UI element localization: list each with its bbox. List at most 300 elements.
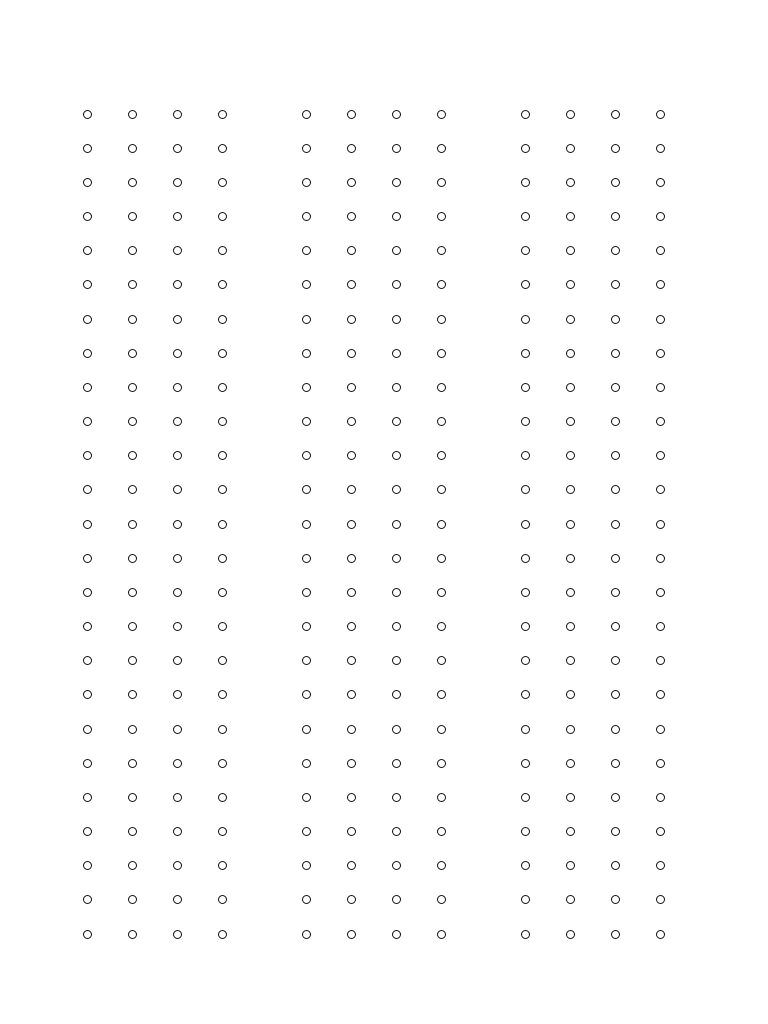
answer-bubble[interactable] — [392, 451, 401, 460]
answer-bubble[interactable] — [128, 315, 137, 324]
answer-bubble[interactable] — [347, 246, 356, 255]
answer-bubble[interactable] — [656, 144, 665, 153]
answer-bubble[interactable] — [521, 315, 530, 324]
answer-bubble[interactable] — [347, 212, 356, 221]
answer-bubble[interactable] — [521, 588, 530, 597]
answer-bubble[interactable] — [521, 930, 530, 939]
answer-bubble[interactable] — [566, 861, 575, 870]
answer-bubble[interactable] — [566, 110, 575, 119]
answer-bubble[interactable] — [392, 690, 401, 699]
answer-bubble[interactable] — [437, 930, 446, 939]
answer-bubble[interactable] — [437, 827, 446, 836]
answer-bubble[interactable] — [656, 622, 665, 631]
answer-bubble[interactable] — [347, 178, 356, 187]
answer-bubble[interactable] — [83, 144, 92, 153]
answer-bubble[interactable] — [437, 861, 446, 870]
answer-bubble[interactable] — [347, 417, 356, 426]
answer-bubble[interactable] — [656, 417, 665, 426]
answer-bubble[interactable] — [392, 212, 401, 221]
answer-bubble[interactable] — [173, 280, 182, 289]
answer-bubble[interactable] — [83, 451, 92, 460]
answer-bubble[interactable] — [566, 520, 575, 529]
answer-bubble[interactable] — [392, 554, 401, 563]
answer-bubble[interactable] — [611, 212, 620, 221]
answer-bubble[interactable] — [611, 451, 620, 460]
answer-bubble[interactable] — [611, 178, 620, 187]
answer-bubble[interactable] — [392, 178, 401, 187]
answer-bubble[interactable] — [128, 895, 137, 904]
answer-bubble[interactable] — [218, 485, 227, 494]
answer-bubble[interactable] — [218, 280, 227, 289]
answer-bubble[interactable] — [218, 451, 227, 460]
answer-bubble[interactable] — [437, 315, 446, 324]
answer-bubble[interactable] — [302, 895, 311, 904]
answer-bubble[interactable] — [611, 417, 620, 426]
answer-bubble[interactable] — [437, 417, 446, 426]
answer-bubble[interactable] — [128, 554, 137, 563]
answer-bubble[interactable] — [656, 485, 665, 494]
answer-bubble[interactable] — [521, 827, 530, 836]
answer-bubble[interactable] — [656, 315, 665, 324]
answer-bubble[interactable] — [566, 622, 575, 631]
answer-bubble[interactable] — [656, 759, 665, 768]
answer-bubble[interactable] — [173, 315, 182, 324]
answer-bubble[interactable] — [437, 725, 446, 734]
answer-bubble[interactable] — [128, 178, 137, 187]
answer-bubble[interactable] — [83, 315, 92, 324]
answer-bubble[interactable] — [656, 246, 665, 255]
answer-bubble[interactable] — [521, 349, 530, 358]
answer-bubble[interactable] — [437, 895, 446, 904]
answer-bubble[interactable] — [302, 861, 311, 870]
answer-bubble[interactable] — [128, 110, 137, 119]
answer-bubble[interactable] — [83, 622, 92, 631]
answer-bubble[interactable] — [347, 383, 356, 392]
answer-bubble[interactable] — [218, 895, 227, 904]
answer-bubble[interactable] — [83, 656, 92, 665]
answer-bubble[interactable] — [521, 451, 530, 460]
answer-bubble[interactable] — [566, 554, 575, 563]
answer-bubble[interactable] — [566, 349, 575, 358]
answer-bubble[interactable] — [347, 144, 356, 153]
answer-bubble[interactable] — [83, 827, 92, 836]
answer-bubble[interactable] — [302, 349, 311, 358]
answer-bubble[interactable] — [302, 246, 311, 255]
answer-bubble[interactable] — [83, 759, 92, 768]
answer-bubble[interactable] — [392, 827, 401, 836]
answer-bubble[interactable] — [218, 588, 227, 597]
answer-bubble[interactable] — [392, 725, 401, 734]
answer-bubble[interactable] — [128, 383, 137, 392]
answer-bubble[interactable] — [83, 895, 92, 904]
answer-bubble[interactable] — [302, 930, 311, 939]
answer-bubble[interactable] — [437, 178, 446, 187]
answer-bubble[interactable] — [521, 759, 530, 768]
answer-bubble[interactable] — [392, 383, 401, 392]
answer-bubble[interactable] — [392, 315, 401, 324]
answer-bubble[interactable] — [656, 349, 665, 358]
answer-bubble[interactable] — [302, 759, 311, 768]
answer-bubble[interactable] — [173, 793, 182, 802]
answer-bubble[interactable] — [656, 895, 665, 904]
answer-bubble[interactable] — [611, 110, 620, 119]
answer-bubble[interactable] — [521, 485, 530, 494]
answer-bubble[interactable] — [347, 485, 356, 494]
answer-bubble[interactable] — [392, 417, 401, 426]
answer-bubble[interactable] — [347, 520, 356, 529]
answer-bubble[interactable] — [218, 144, 227, 153]
answer-bubble[interactable] — [437, 588, 446, 597]
answer-bubble[interactable] — [656, 930, 665, 939]
answer-bubble[interactable] — [656, 280, 665, 289]
answer-bubble[interactable] — [302, 520, 311, 529]
answer-bubble[interactable] — [173, 520, 182, 529]
answer-bubble[interactable] — [173, 383, 182, 392]
answer-bubble[interactable] — [347, 656, 356, 665]
answer-bubble[interactable] — [83, 212, 92, 221]
answer-bubble[interactable] — [521, 417, 530, 426]
answer-bubble[interactable] — [173, 485, 182, 494]
answer-bubble[interactable] — [302, 212, 311, 221]
answer-bubble[interactable] — [302, 622, 311, 631]
answer-bubble[interactable] — [173, 178, 182, 187]
answer-bubble[interactable] — [437, 759, 446, 768]
answer-bubble[interactable] — [656, 451, 665, 460]
answer-bubble[interactable] — [566, 451, 575, 460]
answer-bubble[interactable] — [611, 656, 620, 665]
answer-bubble[interactable] — [128, 520, 137, 529]
answer-bubble[interactable] — [173, 656, 182, 665]
answer-bubble[interactable] — [521, 110, 530, 119]
answer-bubble[interactable] — [128, 725, 137, 734]
answer-bubble[interactable] — [521, 554, 530, 563]
answer-bubble[interactable] — [521, 793, 530, 802]
answer-bubble[interactable] — [437, 520, 446, 529]
answer-bubble[interactable] — [83, 246, 92, 255]
answer-bubble[interactable] — [521, 861, 530, 870]
answer-bubble[interactable] — [128, 861, 137, 870]
answer-bubble[interactable] — [83, 110, 92, 119]
answer-bubble[interactable] — [128, 212, 137, 221]
answer-bubble[interactable] — [566, 793, 575, 802]
answer-bubble[interactable] — [302, 554, 311, 563]
answer-bubble[interactable] — [611, 144, 620, 153]
answer-bubble[interactable] — [566, 246, 575, 255]
answer-bubble[interactable] — [173, 554, 182, 563]
answer-bubble[interactable] — [521, 280, 530, 289]
answer-bubble[interactable] — [173, 861, 182, 870]
answer-bubble[interactable] — [173, 622, 182, 631]
answer-bubble[interactable] — [521, 246, 530, 255]
answer-bubble[interactable] — [392, 588, 401, 597]
answer-bubble[interactable] — [392, 656, 401, 665]
answer-bubble[interactable] — [218, 759, 227, 768]
answer-bubble[interactable] — [83, 178, 92, 187]
answer-bubble[interactable] — [218, 246, 227, 255]
answer-bubble[interactable] — [173, 417, 182, 426]
answer-bubble[interactable] — [656, 110, 665, 119]
answer-bubble[interactable] — [521, 690, 530, 699]
answer-bubble[interactable] — [302, 110, 311, 119]
answer-bubble[interactable] — [347, 622, 356, 631]
answer-bubble[interactable] — [302, 588, 311, 597]
answer-bubble[interactable] — [656, 520, 665, 529]
answer-bubble[interactable] — [218, 725, 227, 734]
answer-bubble[interactable] — [566, 725, 575, 734]
answer-bubble[interactable] — [128, 144, 137, 153]
answer-bubble[interactable] — [128, 759, 137, 768]
answer-bubble[interactable] — [392, 622, 401, 631]
answer-bubble[interactable] — [437, 485, 446, 494]
answer-bubble[interactable] — [392, 520, 401, 529]
answer-bubble[interactable] — [392, 793, 401, 802]
answer-bubble[interactable] — [347, 690, 356, 699]
answer-bubble[interactable] — [347, 588, 356, 597]
answer-bubble[interactable] — [392, 349, 401, 358]
answer-bubble[interactable] — [302, 690, 311, 699]
answer-bubble[interactable] — [347, 895, 356, 904]
answer-bubble[interactable] — [218, 656, 227, 665]
answer-bubble[interactable] — [437, 280, 446, 289]
answer-bubble[interactable] — [173, 144, 182, 153]
answer-bubble[interactable] — [656, 212, 665, 221]
answer-bubble[interactable] — [521, 895, 530, 904]
answer-bubble[interactable] — [128, 793, 137, 802]
answer-bubble[interactable] — [392, 895, 401, 904]
answer-bubble[interactable] — [302, 144, 311, 153]
answer-bubble[interactable] — [83, 793, 92, 802]
answer-bubble[interactable] — [656, 793, 665, 802]
answer-bubble[interactable] — [347, 280, 356, 289]
answer-bubble[interactable] — [566, 827, 575, 836]
answer-bubble[interactable] — [566, 178, 575, 187]
answer-bubble[interactable] — [218, 690, 227, 699]
answer-bubble[interactable] — [83, 690, 92, 699]
answer-bubble[interactable] — [437, 622, 446, 631]
answer-bubble[interactable] — [302, 485, 311, 494]
answer-bubble[interactable] — [656, 656, 665, 665]
answer-bubble[interactable] — [656, 178, 665, 187]
answer-bubble[interactable] — [128, 246, 137, 255]
answer-bubble[interactable] — [611, 349, 620, 358]
answer-bubble[interactable] — [347, 930, 356, 939]
answer-bubble[interactable] — [128, 588, 137, 597]
answer-bubble[interactable] — [347, 861, 356, 870]
answer-bubble[interactable] — [521, 725, 530, 734]
answer-bubble[interactable] — [128, 827, 137, 836]
answer-bubble[interactable] — [437, 793, 446, 802]
answer-bubble[interactable] — [521, 520, 530, 529]
answer-bubble[interactable] — [218, 622, 227, 631]
answer-bubble[interactable] — [521, 383, 530, 392]
answer-bubble[interactable] — [392, 861, 401, 870]
answer-bubble[interactable] — [173, 725, 182, 734]
answer-bubble[interactable] — [173, 690, 182, 699]
answer-bubble[interactable] — [218, 349, 227, 358]
answer-bubble[interactable] — [611, 725, 620, 734]
answer-bubble[interactable] — [656, 383, 665, 392]
answer-bubble[interactable] — [128, 622, 137, 631]
answer-bubble[interactable] — [173, 451, 182, 460]
answer-bubble[interactable] — [437, 690, 446, 699]
answer-bubble[interactable] — [566, 895, 575, 904]
answer-bubble[interactable] — [566, 690, 575, 699]
answer-bubble[interactable] — [437, 656, 446, 665]
answer-bubble[interactable] — [128, 417, 137, 426]
answer-bubble[interactable] — [566, 280, 575, 289]
answer-bubble[interactable] — [302, 793, 311, 802]
answer-bubble[interactable] — [611, 930, 620, 939]
answer-bubble[interactable] — [566, 315, 575, 324]
answer-bubble[interactable] — [521, 622, 530, 631]
answer-bubble[interactable] — [611, 520, 620, 529]
answer-bubble[interactable] — [218, 554, 227, 563]
answer-bubble[interactable] — [392, 485, 401, 494]
answer-bubble[interactable] — [218, 315, 227, 324]
answer-bubble[interactable] — [173, 246, 182, 255]
answer-bubble[interactable] — [347, 554, 356, 563]
answer-bubble[interactable] — [128, 349, 137, 358]
answer-bubble[interactable] — [392, 110, 401, 119]
answer-bubble[interactable] — [173, 588, 182, 597]
answer-bubble[interactable] — [173, 895, 182, 904]
answer-bubble[interactable] — [611, 690, 620, 699]
answer-bubble[interactable] — [302, 656, 311, 665]
answer-bubble[interactable] — [302, 725, 311, 734]
answer-bubble[interactable] — [566, 485, 575, 494]
answer-bubble[interactable] — [437, 212, 446, 221]
answer-bubble[interactable] — [611, 554, 620, 563]
answer-bubble[interactable] — [218, 178, 227, 187]
answer-bubble[interactable] — [611, 827, 620, 836]
answer-bubble[interactable] — [521, 212, 530, 221]
answer-bubble[interactable] — [611, 485, 620, 494]
answer-bubble[interactable] — [347, 349, 356, 358]
answer-bubble[interactable] — [302, 280, 311, 289]
answer-bubble[interactable] — [128, 656, 137, 665]
answer-bubble[interactable] — [437, 451, 446, 460]
answer-bubble[interactable] — [347, 451, 356, 460]
answer-bubble[interactable] — [173, 212, 182, 221]
answer-bubble[interactable] — [437, 349, 446, 358]
answer-bubble[interactable] — [218, 383, 227, 392]
answer-bubble[interactable] — [218, 861, 227, 870]
answer-bubble[interactable] — [566, 383, 575, 392]
answer-bubble[interactable] — [611, 793, 620, 802]
answer-bubble[interactable] — [611, 759, 620, 768]
answer-bubble[interactable] — [218, 793, 227, 802]
answer-bubble[interactable] — [347, 759, 356, 768]
answer-bubble[interactable] — [566, 930, 575, 939]
answer-bubble[interactable] — [302, 827, 311, 836]
answer-bubble[interactable] — [128, 451, 137, 460]
answer-bubble[interactable] — [566, 759, 575, 768]
answer-bubble[interactable] — [347, 315, 356, 324]
answer-bubble[interactable] — [83, 725, 92, 734]
answer-bubble[interactable] — [566, 144, 575, 153]
answer-bubble[interactable] — [611, 588, 620, 597]
answer-bubble[interactable] — [347, 827, 356, 836]
answer-bubble[interactable] — [302, 451, 311, 460]
answer-bubble[interactable] — [656, 554, 665, 563]
answer-bubble[interactable] — [173, 827, 182, 836]
answer-bubble[interactable] — [128, 280, 137, 289]
answer-bubble[interactable] — [392, 280, 401, 289]
answer-bubble[interactable] — [656, 827, 665, 836]
answer-bubble[interactable] — [83, 383, 92, 392]
answer-bubble[interactable] — [392, 246, 401, 255]
answer-bubble[interactable] — [656, 690, 665, 699]
answer-bubble[interactable] — [437, 383, 446, 392]
answer-bubble[interactable] — [437, 110, 446, 119]
answer-bubble[interactable] — [83, 485, 92, 494]
answer-bubble[interactable] — [173, 110, 182, 119]
answer-bubble[interactable] — [83, 280, 92, 289]
answer-bubble[interactable] — [611, 861, 620, 870]
answer-bubble[interactable] — [83, 349, 92, 358]
answer-bubble[interactable] — [83, 417, 92, 426]
answer-bubble[interactable] — [611, 280, 620, 289]
answer-bubble[interactable] — [656, 588, 665, 597]
answer-bubble[interactable] — [611, 895, 620, 904]
answer-bubble[interactable] — [521, 178, 530, 187]
answer-bubble[interactable] — [392, 930, 401, 939]
answer-bubble[interactable] — [218, 417, 227, 426]
answer-bubble[interactable] — [566, 656, 575, 665]
answer-bubble[interactable] — [437, 144, 446, 153]
answer-bubble[interactable] — [611, 383, 620, 392]
answer-bubble[interactable] — [218, 110, 227, 119]
answer-bubble[interactable] — [521, 656, 530, 665]
answer-bubble[interactable] — [218, 212, 227, 221]
answer-bubble[interactable] — [347, 725, 356, 734]
answer-bubble[interactable] — [347, 110, 356, 119]
answer-bubble[interactable] — [83, 554, 92, 563]
answer-bubble[interactable] — [128, 485, 137, 494]
answer-bubble[interactable] — [302, 315, 311, 324]
answer-bubble[interactable] — [656, 725, 665, 734]
answer-bubble[interactable] — [128, 690, 137, 699]
answer-bubble[interactable] — [83, 520, 92, 529]
answer-bubble[interactable] — [437, 246, 446, 255]
answer-bubble[interactable] — [611, 622, 620, 631]
answer-bubble[interactable] — [656, 861, 665, 870]
answer-bubble[interactable] — [302, 417, 311, 426]
answer-bubble[interactable] — [173, 759, 182, 768]
answer-bubble[interactable] — [611, 246, 620, 255]
answer-bubble[interactable] — [566, 212, 575, 221]
answer-bubble[interactable] — [392, 759, 401, 768]
answer-bubble[interactable] — [83, 588, 92, 597]
answer-bubble[interactable] — [173, 930, 182, 939]
answer-bubble[interactable] — [392, 144, 401, 153]
answer-bubble[interactable] — [173, 349, 182, 358]
answer-bubble[interactable] — [347, 793, 356, 802]
answer-bubble[interactable] — [302, 383, 311, 392]
answer-bubble[interactable] — [218, 520, 227, 529]
answer-bubble[interactable] — [566, 588, 575, 597]
answer-bubble[interactable] — [437, 554, 446, 563]
answer-bubble[interactable] — [566, 417, 575, 426]
answer-bubble[interactable] — [218, 827, 227, 836]
answer-bubble[interactable] — [218, 930, 227, 939]
answer-bubble[interactable] — [521, 144, 530, 153]
answer-bubble[interactable] — [302, 178, 311, 187]
answer-bubble[interactable] — [83, 930, 92, 939]
answer-bubble[interactable] — [611, 315, 620, 324]
answer-bubble[interactable] — [128, 930, 137, 939]
answer-bubble[interactable] — [83, 861, 92, 870]
